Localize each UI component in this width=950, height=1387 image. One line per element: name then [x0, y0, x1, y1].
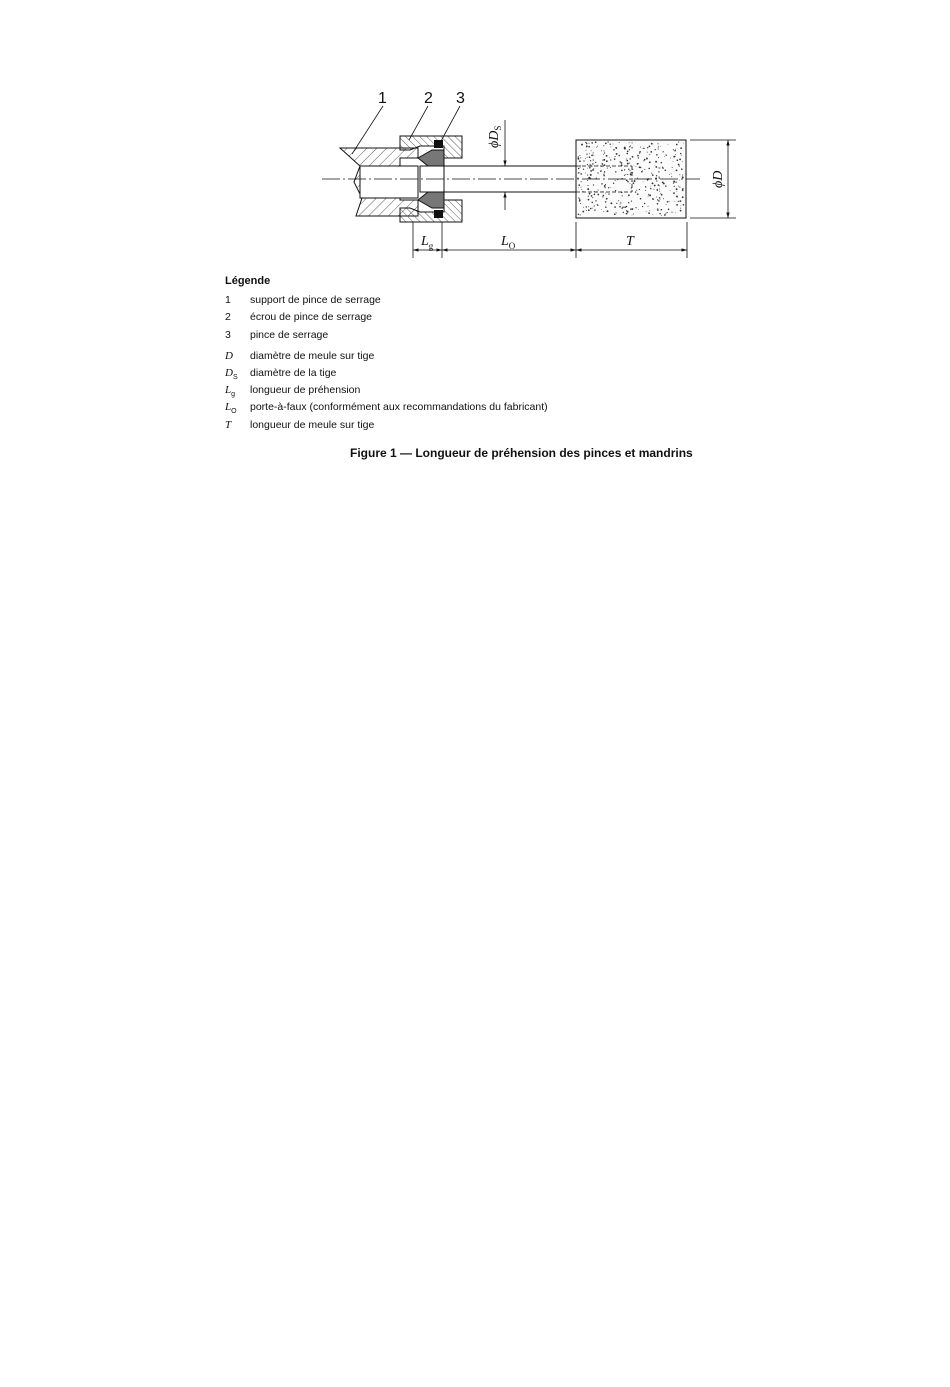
legend-text: longueur de préhension	[250, 384, 361, 397]
legend	[225, 273, 745, 434]
legend-title: Légende	[225, 275, 271, 287]
legend-item	[225, 292, 745, 309]
figure-caption: Figure 1 — Longueur de préhension des pinces et mandrins	[350, 446, 693, 460]
callout-1: 1	[378, 90, 387, 107]
legend-key: 1	[225, 294, 231, 307]
legend-symbol: $L_g$	[225, 384, 236, 399]
legend-item	[225, 382, 745, 399]
legend-symbol: $L_O$	[225, 401, 237, 416]
legend-text: écrou de pince de serrage	[250, 311, 372, 324]
lo-label: $L_O$	[501, 234, 516, 251]
legend-item	[225, 417, 745, 434]
legend-item	[225, 399, 745, 416]
legend-symbol: $D_S$	[225, 366, 238, 382]
legend-text: diamètre de la tige	[250, 366, 337, 379]
length-dimensions	[413, 222, 687, 258]
legend-text: support de pince de serrage	[250, 294, 381, 307]
legend-key: 3	[225, 328, 231, 341]
legend-text: longueur de meule sur tige	[250, 418, 375, 431]
t-label: T	[626, 234, 634, 249]
legend-item	[225, 327, 745, 344]
lg-label: $L_g$	[421, 234, 434, 251]
legend-item	[225, 309, 745, 326]
ds-label: $\phi D_S$	[487, 125, 503, 148]
collet-holder	[340, 148, 418, 216]
legend-item	[225, 365, 745, 382]
legend-text: porte-à-faux (conformément aux recommandations du fabricant)	[250, 401, 548, 414]
callout-2: 2	[424, 90, 433, 107]
d-label: ϕD	[711, 170, 726, 188]
legend-item	[225, 348, 745, 365]
legend-symbol: D	[225, 349, 233, 362]
legend-text: pince de serrage	[250, 328, 329, 341]
legend-key: 2	[225, 311, 231, 324]
callout-3: 3	[456, 90, 465, 107]
legend-text: diamètre de meule sur tige	[250, 349, 375, 362]
legend-symbol: T	[225, 418, 232, 431]
technical-drawing	[0, 0, 950, 270]
